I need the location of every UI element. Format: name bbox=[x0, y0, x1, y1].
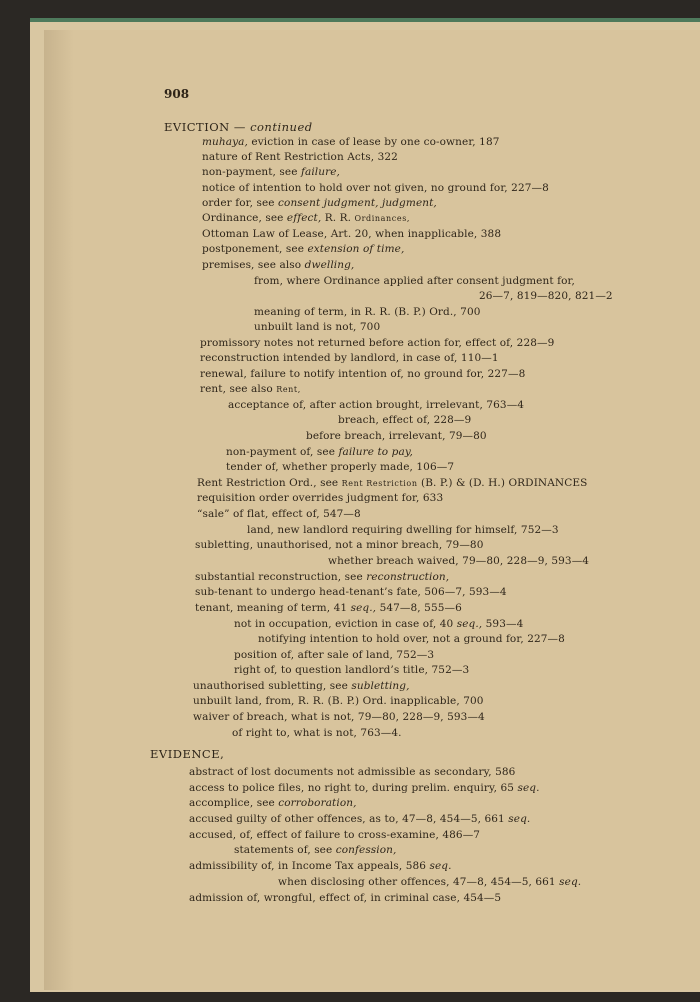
index-line: access to police files, no right to, during prelim. enquiry, 65 seq. bbox=[189, 782, 540, 794]
index-line: from, where Ordinance applied after consent judgment for, bbox=[254, 275, 575, 287]
index-line: Ottoman Law of Lease, Art. 20, when inapplicable, 388 bbox=[202, 228, 502, 240]
index-line: rent, see also Rent, bbox=[200, 383, 301, 395]
index-line: notifying intention to hold over, not a ground for, 227—8 bbox=[258, 633, 565, 645]
index-line: sub-tenant to undergo head-tenant’s fate, 506—7, 593—4 bbox=[195, 586, 507, 598]
index-line: abstract of lost documents not admissible as secondary, 586 bbox=[189, 766, 516, 778]
index-line: right of, to question landlord’s title, 752—3 bbox=[234, 664, 470, 676]
index-line: requisition order overrides judgment for, 633 bbox=[197, 492, 444, 504]
index-line: whether breach waived, 79—80, 228—9, 593—4 bbox=[328, 555, 590, 567]
index-line: meaning of term, in R. R. (B. P.) Ord., 700 bbox=[254, 306, 481, 318]
entry-heading-evidence: EVIDENCE, bbox=[150, 747, 225, 761]
index-line: acceptance of, after action brought, irrelevant, 763—4 bbox=[228, 399, 525, 411]
index-line: muhaya, eviction in case of lease by one co-owner, 187 bbox=[202, 136, 500, 148]
index-line: before breach, irrelevant, 79—80 bbox=[306, 430, 487, 442]
index-line: accomplice, see corroboration, bbox=[189, 797, 357, 809]
index-line: admission of, wrongful, effect of, in criminal case, 454—5 bbox=[189, 892, 502, 904]
index-line: of right to, what is not, 763—4. bbox=[232, 727, 402, 739]
index-line: when disclosing other offences, 47—8, 454—5, 661 seq. bbox=[278, 876, 582, 888]
index-line: substantial reconstruction, see reconstruction, bbox=[195, 571, 450, 583]
index-line: not in occupation, eviction in case of, 40 seq., 593—4 bbox=[234, 618, 524, 630]
entry-heading-eviction: EVICTION — continued bbox=[164, 120, 313, 134]
index-line: breach, effect of, 228—9 bbox=[338, 414, 472, 426]
index-line: notice of intention to hold over not given, no ground for, 227—8 bbox=[202, 182, 549, 194]
index-line: non-payment, see failure, bbox=[202, 166, 340, 178]
index-line: Rent Restriction Ord., see Rent Restriction (B. P.) & (D. H.) ORDINANCES bbox=[197, 477, 588, 489]
index-line: reconstruction intended by landlord, in case of, 110—1 bbox=[200, 352, 499, 364]
index-line: subletting, unauthorised, not a minor breach, 79—80 bbox=[195, 539, 484, 551]
index-line: admissibility of, in Income Tax appeals, 586 seq. bbox=[189, 860, 452, 872]
index-line: order for, see consent judgment, judgment, bbox=[202, 197, 437, 209]
index-line: nature of Rent Restriction Acts, 322 bbox=[202, 151, 398, 163]
index-line: unbuilt land, from, R. R. (B. P.) Ord. inapplicable, 700 bbox=[193, 695, 484, 707]
book-page bbox=[44, 30, 700, 990]
index-line: statements of, see confession, bbox=[234, 844, 397, 856]
index-line: promissory notes not returned before action for, effect of, 228—9 bbox=[200, 337, 555, 349]
index-line: unauthorised subletting, see subletting, bbox=[193, 680, 410, 692]
index-line: 26—7, 819—820, 821—2 bbox=[479, 290, 613, 302]
index-line: tenant, meaning of term, 41 seq., 547—8, 555—6 bbox=[195, 602, 462, 614]
index-line: non-payment of, see failure to pay, bbox=[226, 446, 413, 458]
index-line: position of, after sale of land, 752—3 bbox=[234, 649, 435, 661]
index-line: accused, of, effect of failure to cross-examine, 486—7 bbox=[189, 829, 481, 841]
index-line: tender of, whether properly made, 106—7 bbox=[226, 461, 455, 473]
index-line: Ordinance, see effect, R. R. Ordinances, bbox=[202, 212, 411, 224]
index-line: waiver of breach, what is not, 79—80, 228—9, 593—4 bbox=[193, 711, 485, 723]
index-line: premises, see also dwelling, bbox=[202, 259, 355, 271]
index-line: renewal, failure to notify intention of, no ground for, 227—8 bbox=[200, 368, 526, 380]
index-line: “sale” of flat, effect of, 547—8 bbox=[197, 508, 361, 520]
index-line: unbuilt land is not, 700 bbox=[254, 321, 381, 333]
index-line: accused guilty of other offences, as to, 47—8, 454—5, 661 seq. bbox=[189, 813, 531, 825]
index-line: land, new landlord requiring dwelling for himself, 752—3 bbox=[247, 524, 559, 536]
page-number: 908 bbox=[164, 87, 190, 101]
index-line: postponement, see extension of time, bbox=[202, 243, 405, 255]
